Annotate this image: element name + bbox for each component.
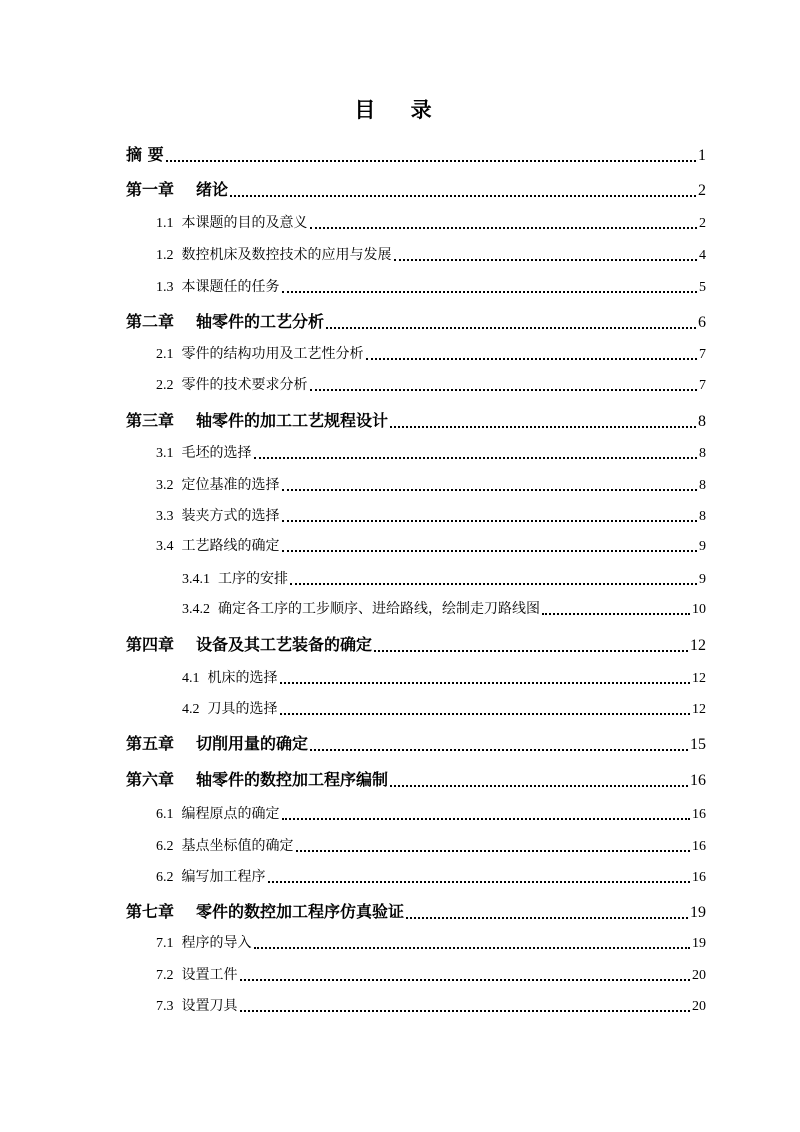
toc-entry-title: 毛坯的选择 bbox=[181, 445, 252, 461]
toc-entry-number: 1.1 bbox=[156, 216, 174, 231]
toc-entry-title: 轴零件的数控加工程序编制 bbox=[196, 770, 389, 789]
toc-entry-label bbox=[182, 598, 540, 618]
toc-entry-label bbox=[126, 731, 308, 754]
toc-entry-label bbox=[156, 442, 252, 462]
toc-entry-page: 16 bbox=[692, 870, 706, 885]
toc-entry-title: 设置工件 bbox=[181, 967, 238, 983]
toc-entry[interactable] bbox=[182, 598, 706, 618]
toc-entry-label bbox=[156, 535, 280, 555]
toc-entry[interactable] bbox=[126, 899, 706, 922]
dot-leader bbox=[282, 290, 698, 293]
toc-entry-page: 16 bbox=[690, 772, 706, 789]
dot-leader bbox=[166, 159, 696, 162]
toc-entry-number: 1.3 bbox=[156, 280, 174, 295]
toc-entry-page: 15 bbox=[690, 736, 706, 753]
toc-entry[interactable] bbox=[156, 442, 706, 462]
toc-entry-number: 4.1 bbox=[182, 671, 200, 686]
toc-entry-title: 装夹方式的选择 bbox=[181, 508, 280, 524]
dot-leader bbox=[240, 1009, 691, 1012]
toc-entry-number: 4.2 bbox=[182, 702, 200, 717]
dot-leader bbox=[230, 194, 696, 197]
toc-entry-number: 3.1 bbox=[156, 446, 174, 461]
toc-entry-number: 2.1 bbox=[156, 347, 174, 362]
toc-entry-page: 5 bbox=[699, 280, 706, 295]
dot-leader bbox=[310, 226, 698, 229]
toc-entry-title: 程序的导入 bbox=[181, 935, 252, 951]
toc-entry-label bbox=[156, 835, 294, 855]
toc-entry-label bbox=[156, 374, 308, 394]
toc-entry-page: 19 bbox=[690, 904, 706, 921]
dot-leader bbox=[390, 425, 696, 428]
toc-entry[interactable] bbox=[126, 408, 706, 431]
toc-entry-title: 机床的选择 bbox=[207, 670, 278, 686]
dot-leader bbox=[296, 849, 691, 852]
toc-entry-title: 零件的数控加工程序仿真验证 bbox=[196, 902, 405, 921]
dot-leader bbox=[374, 649, 688, 652]
toc-entry-title: 编写加工程序 bbox=[181, 869, 266, 885]
toc-entry[interactable] bbox=[182, 698, 706, 718]
toc-entry-title: 定位基准的选择 bbox=[181, 477, 280, 493]
toc-entry-number: 第五章 bbox=[126, 734, 175, 753]
toc-entry-label bbox=[156, 505, 280, 525]
toc-entry-page: 19 bbox=[692, 936, 706, 951]
dot-leader bbox=[290, 582, 697, 585]
toc-entry-label bbox=[126, 309, 324, 332]
toc-entry-label bbox=[126, 767, 388, 790]
dot-leader bbox=[542, 612, 690, 615]
dot-leader bbox=[406, 916, 688, 919]
toc-entry-label bbox=[126, 142, 164, 165]
toc-entry-page: 4 bbox=[699, 248, 706, 263]
toc-entry-label bbox=[182, 698, 278, 718]
dot-leader bbox=[366, 357, 698, 360]
dot-leader bbox=[310, 388, 698, 391]
toc-entry[interactable] bbox=[126, 177, 706, 200]
toc-entry-number: 1.2 bbox=[156, 248, 174, 263]
toc-entry-page: 1 bbox=[698, 147, 706, 164]
dot-leader bbox=[282, 519, 698, 522]
toc-entry-page: 7 bbox=[699, 378, 706, 393]
toc-entry-title: 数控机床及数控技术的应用与发展 bbox=[181, 247, 392, 263]
toc-entry-number: 7.2 bbox=[156, 968, 174, 983]
toc-entry-page: 9 bbox=[699, 539, 706, 554]
toc-entry-label bbox=[156, 212, 308, 232]
toc-entry-page: 12 bbox=[692, 702, 706, 717]
toc-entry-page: 20 bbox=[692, 968, 706, 983]
toc-entry-title: 轴零件的加工工艺规程设计 bbox=[196, 411, 389, 430]
toc-entry-title: 轴零件的工艺分析 bbox=[196, 312, 325, 331]
toc-entry-title: 本课题的目的及意义 bbox=[181, 215, 308, 231]
toc-entry-page: 6 bbox=[698, 314, 706, 331]
dot-leader bbox=[268, 880, 691, 883]
toc-entry-page: 7 bbox=[699, 347, 706, 362]
dot-leader bbox=[240, 978, 691, 981]
toc-entry[interactable] bbox=[126, 767, 706, 790]
toc-entry-title: 确定各工序的工步顺序、进给路线，绘制走刀路线图 bbox=[218, 601, 540, 617]
toc-entry[interactable] bbox=[156, 995, 706, 1015]
toc-entry-title: 绪论 bbox=[196, 180, 229, 199]
toc-entry-page: 10 bbox=[692, 602, 706, 617]
toc-entry-label bbox=[182, 667, 278, 687]
toc-entry[interactable] bbox=[156, 343, 706, 363]
dot-leader bbox=[326, 326, 696, 329]
dot-leader bbox=[254, 456, 698, 459]
dot-leader bbox=[254, 946, 691, 949]
toc-entry-page: 8 bbox=[698, 413, 706, 430]
toc-entry-page: 16 bbox=[692, 807, 706, 822]
toc-entry-number: 3.4 bbox=[156, 539, 174, 554]
dot-leader bbox=[282, 817, 691, 820]
toc-title: 目 录 bbox=[354, 97, 446, 122]
toc-entry-number: 第四章 bbox=[126, 635, 175, 654]
toc-entry-page: 12 bbox=[690, 637, 706, 654]
dot-leader bbox=[280, 712, 691, 715]
dot-leader bbox=[282, 549, 698, 552]
dot-leader bbox=[310, 748, 688, 751]
toc-entry[interactable] bbox=[156, 244, 706, 264]
toc-entry-number: 第三章 bbox=[126, 411, 175, 430]
toc-entry-page: 20 bbox=[692, 999, 706, 1014]
toc-entry-page: 8 bbox=[699, 478, 706, 493]
toc-entry-number: 3.3 bbox=[156, 509, 174, 524]
toc-entry[interactable] bbox=[156, 932, 706, 952]
toc-entry-page: 8 bbox=[699, 446, 706, 461]
toc-entry-label bbox=[126, 408, 388, 431]
toc-entry-page: 16 bbox=[692, 839, 706, 854]
toc-entry-page: 9 bbox=[699, 572, 706, 587]
dot-leader bbox=[280, 681, 691, 684]
toc-entry-page: 12 bbox=[692, 671, 706, 686]
toc-entry[interactable] bbox=[156, 212, 706, 232]
toc-entry-number: 6.1 bbox=[156, 807, 174, 822]
toc-entry-page: 2 bbox=[699, 216, 706, 231]
toc-entry-label bbox=[182, 568, 288, 588]
toc-entry-label bbox=[156, 474, 280, 494]
toc-entry[interactable] bbox=[126, 142, 706, 165]
toc-entry-title: 工序的安排 bbox=[218, 571, 288, 587]
toc-entry-label bbox=[126, 899, 404, 922]
toc-entry-number: 第一章 bbox=[126, 180, 175, 199]
toc-entry-number: 3.4.1 bbox=[182, 572, 210, 587]
toc-entry[interactable] bbox=[182, 667, 706, 687]
toc-entry-label bbox=[156, 276, 280, 296]
toc-entry-number: 第二章 bbox=[126, 312, 175, 331]
toc-entry-number: 第六章 bbox=[126, 770, 175, 789]
toc-entry-label bbox=[156, 343, 364, 363]
toc-entry[interactable] bbox=[156, 835, 706, 855]
toc-entry-label bbox=[156, 244, 392, 264]
toc-entry-number: 6.2 bbox=[156, 839, 174, 854]
toc-entry-page: 2 bbox=[698, 182, 706, 199]
toc-entry-title: 设备及其工艺装备的确定 bbox=[196, 635, 373, 654]
toc-entry-number: 3.4.2 bbox=[182, 602, 210, 617]
dot-leader bbox=[390, 784, 688, 787]
toc-entry-title: 零件的结构功用及工艺性分析 bbox=[181, 346, 364, 362]
toc-entry[interactable] bbox=[156, 276, 706, 296]
toc-entry[interactable] bbox=[156, 964, 706, 984]
toc-entry[interactable] bbox=[156, 505, 706, 525]
toc-entry-title: 基点坐标值的确定 bbox=[181, 838, 294, 854]
toc-entry-label bbox=[156, 866, 266, 886]
toc-entry-title: 工艺路线的确定 bbox=[181, 538, 280, 554]
dot-leader bbox=[282, 488, 698, 491]
toc-entry[interactable] bbox=[156, 866, 706, 886]
toc-entry-number: 第七章 bbox=[126, 902, 175, 921]
toc-entry-title: 切削用量的确定 bbox=[196, 734, 309, 753]
toc-entry-label bbox=[156, 803, 280, 823]
toc-entry[interactable] bbox=[156, 474, 706, 494]
toc-entry-label bbox=[126, 177, 228, 200]
toc-entry-title: 刀具的选择 bbox=[207, 701, 278, 717]
toc-entry-title: 摘 要 bbox=[126, 145, 164, 164]
toc-entry-label bbox=[156, 995, 238, 1015]
toc-entry-title: 设置刀具 bbox=[181, 998, 238, 1014]
toc-entry-page: 8 bbox=[699, 509, 706, 524]
toc-entry[interactable] bbox=[126, 731, 706, 754]
toc-entry[interactable] bbox=[126, 309, 706, 332]
toc-entry-number: 3.2 bbox=[156, 478, 174, 493]
toc-entry[interactable] bbox=[156, 803, 706, 823]
toc-entry-number: 7.1 bbox=[156, 936, 174, 951]
toc-entry[interactable] bbox=[126, 632, 706, 655]
toc-entry-number: 6.2 bbox=[156, 870, 174, 885]
toc-entry-number: 7.3 bbox=[156, 999, 174, 1014]
toc-entry-title: 编程原点的确定 bbox=[181, 806, 280, 822]
dot-leader bbox=[394, 258, 698, 261]
toc-entry-number: 2.2 bbox=[156, 378, 174, 393]
toc-entry-title: 零件的技术要求分析 bbox=[181, 377, 308, 393]
toc-entry-label bbox=[156, 932, 252, 952]
toc-entry[interactable] bbox=[156, 374, 706, 394]
toc-entry-label bbox=[126, 632, 372, 655]
toc-entry[interactable] bbox=[182, 568, 706, 588]
toc-entry-title: 本课题任的任务 bbox=[181, 279, 280, 295]
toc-entry[interactable] bbox=[156, 535, 706, 555]
toc-entry-label bbox=[156, 964, 238, 984]
